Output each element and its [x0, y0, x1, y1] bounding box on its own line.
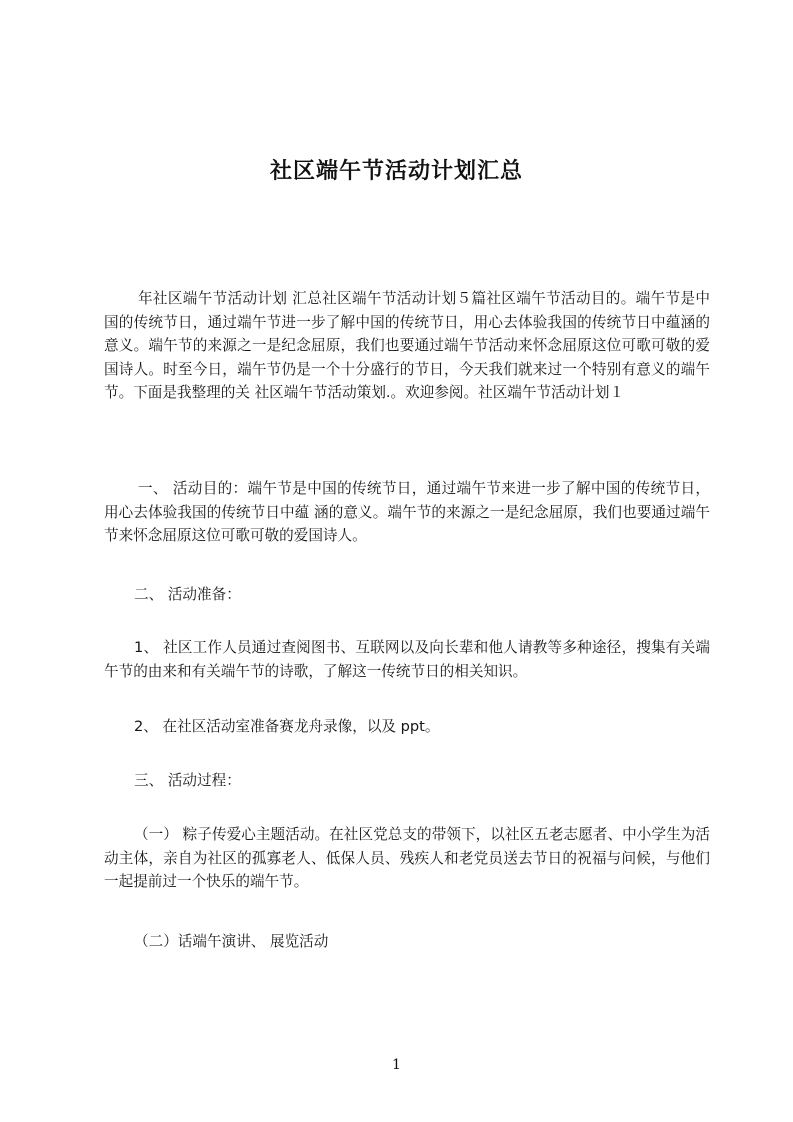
- section-3-item-2: （二）话端午演讲、 展览活动: [134, 933, 329, 950]
- section-2-item-1: 1、 社区工作人员通过查阅图书、互联网以及向长辈和他人请教等多种途径，搜集有关端午节的由来和有关端午节的诗歌，了解这一传统节日的相关知识。: [104, 639, 710, 680]
- section-2-item-2: 2、 在社区活动室准备赛龙舟录像，以及 ppt。: [134, 718, 440, 735]
- section-3-item-1: （一） 粽子传爱心主题活动。在社区党总支的带领下，以社区五老志愿者、中小学生为活动主体，亲自为社区的孤寡老人、低保人员、残疾人和老党员送去节日的祝福与问候，与他们一起提前过一个快乐的端午节。: [104, 826, 710, 890]
- intro-paragraph: 年社区端午节活动计划 汇总社区端午节活动计划５篇社区端午节活动目的。端午节是中国的传统节日，通过端午节进一步了解中国的传统节日，用心去体验我国的传统节日中蕴涵的意义。端午节的来源之一是纪念屈原，我们也要通过端午节活动来怀念屈原这位可歌可敬的爱国诗人。时至今日，端午节仍是一个十分盛行的节日，今天我们就来过一个特别有意义的端午节。下面是我整理的关 社区端午节活动策划.。欢迎参阅。社区端午节活动计划１: [104, 290, 710, 401]
- page-number: 1: [392, 1057, 401, 1073]
- section-3-heading: 三、 活动过程：: [134, 772, 241, 789]
- section-2-heading: 二、 活动准备：: [134, 586, 241, 603]
- document-title: 社区端午节活动计划汇总: [269, 158, 523, 184]
- section-1-purpose: 一、 活动目的：端午节是中国的传统节日，通过端午节来进一步了解中国的传统节日，用心去体验我国的传统节日中蕴 涵的意义。端午节的来源之一是纪念屈原，我们也要通过端午节来怀念屈原这位可歌可敬的爱国诗人。: [104, 480, 710, 544]
